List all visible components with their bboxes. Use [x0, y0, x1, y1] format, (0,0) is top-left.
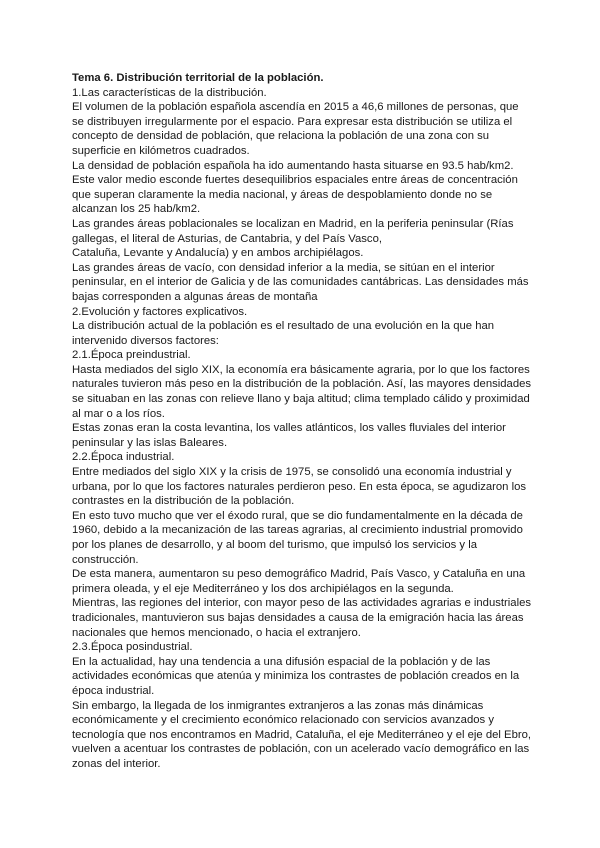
section-heading: 1.Las características de la distribución.	[72, 86, 267, 99]
paragraph: Estas zonas eran la costa levantina, los valles atlánticos, los valles fluviales del interior peninsular y las islas Baleares.	[72, 422, 506, 449]
paragraph: La densidad de población española ha ido aumentando hasta situarse en 93.5 hab/km2. Este valor medio esconde fuertes desequilibrios espaciales entre áreas de concentración que superan claramente la media nacional, y áreas de despoblamiento donde no se alcanzan los 25 hab/km2.	[72, 159, 518, 216]
paragraph: En esto tuvo mucho que ver el éxodo rural, que se dio fundamentalmente en la década de 1960, debido a la mecanización de las tareas agrarias, al crecimiento industrial promovido por los planes de desarrollo, y al boom del turismo, que impulsó los servicios y la construcción.	[72, 509, 523, 566]
subsection-heading: 2.1.Época preindustrial.	[72, 349, 191, 362]
subsection-heading: 2.3.Época posindustrial.	[72, 641, 193, 654]
subsection-heading: 2.2.Época industrial.	[72, 451, 175, 464]
paragraph: Cataluña, Levante y Andalucía) y en ambos archipiélagos.	[72, 247, 364, 260]
paragraph: Entre mediados del siglo XIX y la crisis de 1975, se consolidó una economía industrial y urbana, por lo que los factores naturales perdieron peso. En esta época, se agudizaron los contrastes en la distribución de la población.	[72, 466, 527, 508]
paragraph: Hasta mediados del siglo XIX, la economía era básicamente agraria, por lo que los factores naturales tuvieron más peso en la distribución de la población. Así, las mayores densidades se situaban en las zonas con relieve llano y baja altitud; clima templado cálido y proximidad al mar o a los ríos.	[72, 363, 532, 420]
document-title: Tema 6. Distribución territorial de la población.	[72, 72, 324, 84]
paragraph: De esta manera, aumentaron su peso demográfico Madrid, País Vasco, y Cataluña en una primera oleada, y el eje Mediterráneo y los dos archipiélagos en la segunda.	[72, 568, 526, 595]
paragraph: Mientras, las regiones del interior, con mayor peso de las actividades agrarias e industriales tradicionales, mantuvieron sus bajas densidades a causa de la emigración hacia las áreas nacionales que hemos mencionado, o hacia el extranjero.	[72, 597, 532, 639]
paragraph: Las grandes áreas de vacío, con densidad inferior a la media, se sitúan en el interior peninsular, en el interior de Galicia y de las comunidades cantábricas. Las densidades más bajas corresponden a algunas áreas de montaña	[72, 261, 529, 303]
paragraph: Las grandes áreas poblacionales se localizan en Madrid, en la periferia peninsular (Rías gallegas, el literal de Asturias, de Cantabria, y del País Vasco,	[72, 217, 514, 245]
paragraph: La distribución actual de la población es el resultado de una evolución en la que han intervenido diversos factores:	[72, 320, 495, 347]
paragraph: El volumen de la población española ascendía en 2015 a 46,6 millones de personas, que se distribuyen irregularmente por el espacio. Para expresar esta distribución se utiliza el concepto de densidad de población, que relaciona la población de una zona con su superficie en kilómetros cuadrados.	[72, 101, 519, 157]
document-page	[72, 71, 532, 772]
paragraph: En la actualidad, hay una tendencia a una difusión espacial de la población y de las actividades económicas que atenúa y minimiza los contrastes de población creados en la época industrial.	[72, 655, 520, 697]
section-heading: 2.Evolución y factores explicativos.	[72, 305, 248, 318]
paragraph: Sin embargo, la llegada de los inmigrantes extranjeros a las zonas más dinámicas económicamente y el crecimiento económico relacionado con servicios avanzados y tecnología que nos encontramos en Madrid, Cataluña, el eje Mediterráneo y el eje del Ebro, vuelven a acentuar los contrastes de población, con un acelerado vacío demográfico en las zonas del interior.	[72, 699, 532, 770]
